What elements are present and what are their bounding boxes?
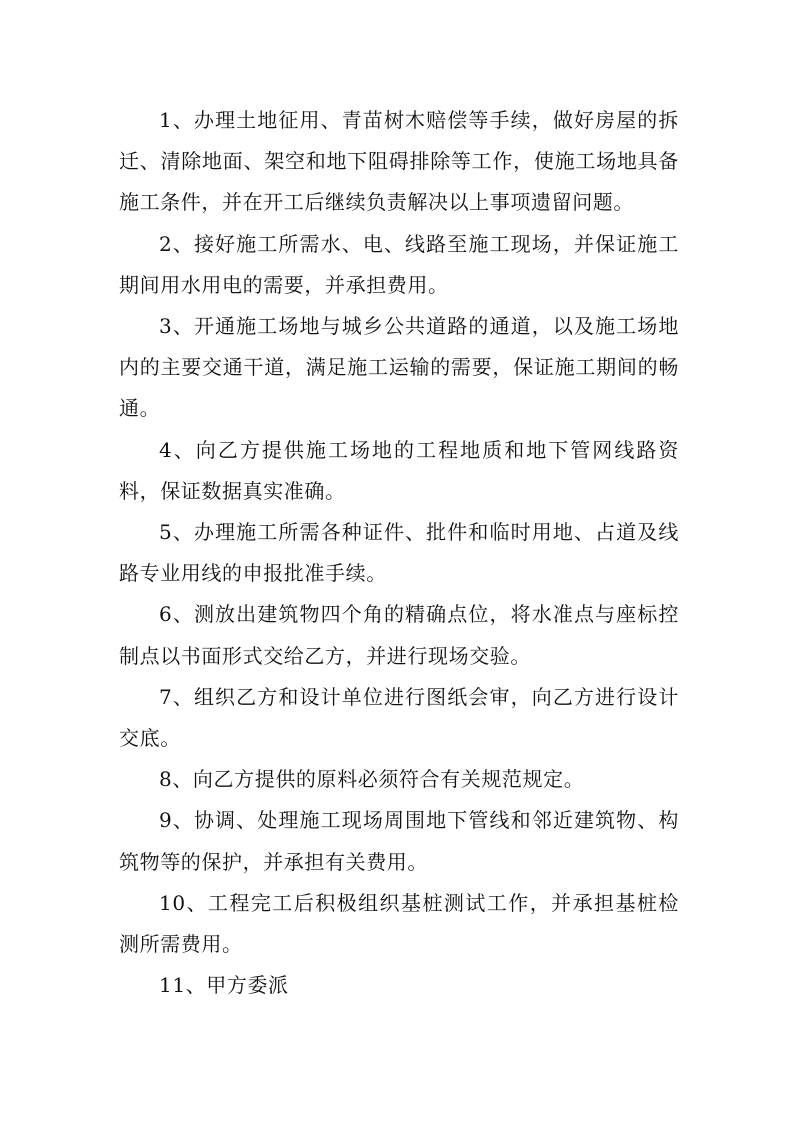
paragraph-5: 5、办理施工所需各种证件、批件和临时用地、占道及线路专业用线的申报批准手续。	[119, 520, 679, 586]
paragraph-4: 4、向乙方提供施工场地的工程地质和地下管网线路资料，保证数据真实准确。	[119, 437, 679, 503]
paragraph-10: 10、工程完工后积极组织基桩测试工作，并承担基桩检测所需费用。	[119, 890, 679, 957]
paragraph-7: 7、组织乙方和设计单位进行图纸会审，向乙方进行设计交底。	[119, 684, 679, 751]
paragraph-1: 1、办理土地征用、青苗树木赔偿等手续，做好房屋的拆迁、清除地面、架空和地下阻碍排除等工作，使施工场地具备施工条件，并在开工后继续负责解决以上事项遗留问题。	[119, 108, 679, 215]
paragraph-3: 3、开通施工场地与城乡公共道路的通道，以及施工场地内的主要交通干道，满足施工运输的需要，保证施工期间的畅通。	[119, 314, 679, 421]
paragraph-6: 6、测放出建筑物四个角的精确点位，将水准点与座标控制点以书面形式交给乙方，并进行现场交验。	[119, 602, 679, 668]
document-body	[119, 100, 679, 1006]
paragraph-2: 2、接好施工所需水、电、线路至施工现场，并保证施工期间用水用电的需要，并承担费用。	[119, 231, 679, 297]
paragraph-8: 8、向乙方提供的原料必须符合有关规范规定。	[159, 767, 585, 792]
paragraph-9: 9、协调、处理施工现场周围地下管线和邻近建筑物、构筑物等的保护，并承担有关费用。	[119, 808, 679, 874]
paragraph-11: 11、甲方委派	[159, 973, 289, 998]
